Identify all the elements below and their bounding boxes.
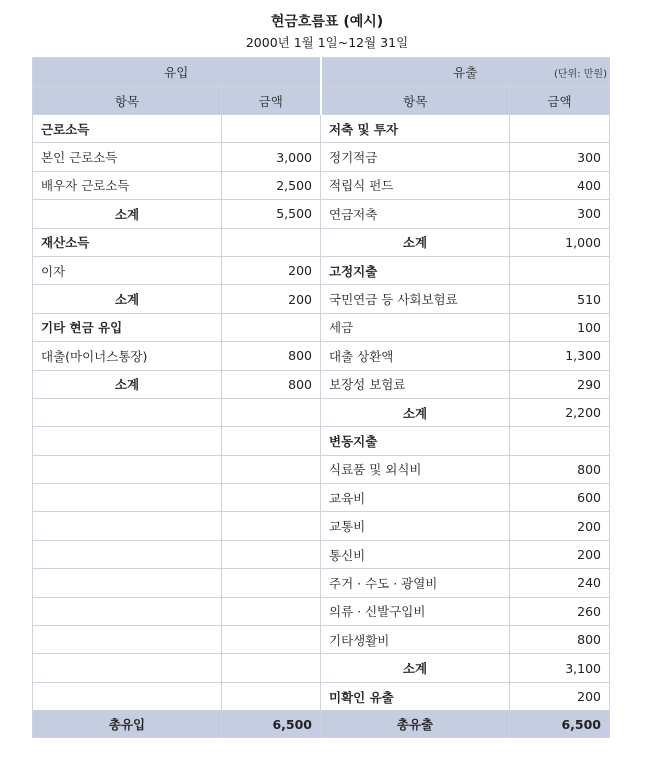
cash-flow-rows — [33, 115, 610, 711]
inflow-amount-cell — [222, 540, 321, 568]
inflow-section-header: 유입 — [33, 58, 321, 87]
inflow-item-cell: 기타 현금 유입 — [33, 313, 222, 341]
table-row — [33, 540, 610, 568]
inflow-item-cell: 배우자 근로소득 — [33, 171, 222, 199]
inflow-item-cell — [33, 626, 222, 654]
outflow-amount-cell: 200 — [510, 512, 610, 540]
outflow-amount-cell: 240 — [510, 569, 610, 597]
inflow-amount-cell: 800 — [222, 342, 321, 370]
inflow-item-column-header: 항목 — [33, 87, 222, 115]
outflow-amount-cell: 510 — [510, 285, 610, 313]
inflow-amount-cell — [222, 626, 321, 654]
outflow-amount-cell: 1,000 — [510, 228, 610, 256]
inflow-item-cell: 본인 근로소득 — [33, 143, 222, 171]
total-row — [33, 711, 610, 738]
outflow-amount-cell: 800 — [510, 626, 610, 654]
outflow-section-header — [321, 58, 610, 87]
total-outflow-label: 총유출 — [321, 711, 510, 738]
outflow-amount-cell: 300 — [510, 143, 610, 171]
outflow-item-cell: 국민연금 등 사회보험료 — [321, 285, 510, 313]
outflow-amount-column-header: 금액 — [510, 87, 610, 115]
outflow-amount-cell: 290 — [510, 370, 610, 398]
outflow-item-cell: 고정지출 — [321, 256, 510, 284]
outflow-amount-cell: 200 — [510, 540, 610, 568]
outflow-item-cell: 보장성 보험료 — [321, 370, 510, 398]
table-row — [33, 342, 610, 370]
outflow-amount-cell: 260 — [510, 597, 610, 625]
outflow-item-cell: 미확인 유출 — [321, 682, 510, 710]
outflow-amount-cell: 3,100 — [510, 654, 610, 682]
inflow-amount-column-header: 금액 — [222, 87, 321, 115]
inflow-item-cell: 대출(마이너스통장) — [33, 342, 222, 370]
document-period: 2000년 1월 1일~12월 31일 — [245, 35, 409, 50]
inflow-amount-cell: 200 — [222, 285, 321, 313]
inflow-amount-cell — [222, 569, 321, 597]
outflow-amount-cell: 600 — [510, 484, 610, 512]
table-row — [33, 398, 610, 426]
outflow-amount-cell: 2,200 — [510, 398, 610, 426]
outflow-item-cell: 주거 · 수도 · 광열비 — [321, 569, 510, 597]
inflow-amount-cell — [222, 427, 321, 455]
outflow-item-cell: 소계 — [321, 398, 510, 426]
table-row — [33, 256, 610, 284]
outflow-amount-cell — [510, 427, 610, 455]
table-row — [33, 285, 610, 313]
inflow-amount-cell — [222, 115, 321, 143]
table-row — [33, 143, 610, 171]
total-inflow-amount: 6,500 — [222, 711, 321, 738]
inflow-item-cell — [33, 654, 222, 682]
inflow-item-cell — [33, 427, 222, 455]
outflow-item-cell: 변동지출 — [321, 427, 510, 455]
inflow-amount-cell — [222, 313, 321, 341]
inflow-amount-cell: 200 — [222, 256, 321, 284]
inflow-amount-cell: 800 — [222, 370, 321, 398]
unit-note: (단위: 만원) — [554, 69, 607, 80]
outflow-item-cell: 세금 — [321, 313, 510, 341]
document-title: 현금흐름표 (예시) — [270, 14, 384, 30]
inflow-item-cell — [33, 484, 222, 512]
outflow-amount-cell: 1,300 — [510, 342, 610, 370]
outflow-item-cell: 통신비 — [321, 540, 510, 568]
table-row — [33, 626, 610, 654]
inflow-item-cell — [33, 597, 222, 625]
outflow-item-cell: 교통비 — [321, 512, 510, 540]
outflow-item-cell: 정기적금 — [321, 143, 510, 171]
outflow-amount-cell — [510, 256, 610, 284]
inflow-amount-cell: 3,000 — [222, 143, 321, 171]
table-row — [33, 512, 610, 540]
inflow-amount-cell — [222, 398, 321, 426]
outflow-amount-cell: 400 — [510, 171, 610, 199]
total-inflow-label: 총유입 — [33, 711, 222, 738]
cash-flow-table — [32, 57, 610, 738]
outflow-amount-cell: 200 — [510, 682, 610, 710]
outflow-item-cell: 대출 상환액 — [321, 342, 510, 370]
total-outflow-amount: 6,500 — [510, 711, 610, 738]
inflow-amount-cell — [222, 682, 321, 710]
outflow-item-cell: 식료품 및 외식비 — [321, 455, 510, 483]
table-row — [33, 171, 610, 199]
inflow-item-cell — [33, 512, 222, 540]
table-row — [33, 228, 610, 256]
inflow-item-cell: 소계 — [33, 285, 222, 313]
table-row — [33, 455, 610, 483]
outflow-item-column-header: 항목 — [321, 87, 510, 115]
inflow-item-cell — [33, 682, 222, 710]
inflow-item-cell — [33, 569, 222, 597]
outflow-amount-cell — [510, 115, 610, 143]
table-row — [33, 484, 610, 512]
outflow-amount-cell: 800 — [510, 455, 610, 483]
outflow-item-cell: 교육비 — [321, 484, 510, 512]
inflow-amount-cell: 5,500 — [222, 200, 321, 228]
table-row — [33, 654, 610, 682]
table-row — [33, 597, 610, 625]
outflow-section-label: 유출 — [453, 65, 478, 80]
inflow-amount-cell — [222, 455, 321, 483]
table-row — [33, 427, 610, 455]
inflow-amount-cell — [222, 228, 321, 256]
inflow-item-cell — [33, 398, 222, 426]
inflow-item-cell: 근로소득 — [33, 115, 222, 143]
inflow-item-cell: 재산소득 — [33, 228, 222, 256]
outflow-item-cell: 적립식 펀드 — [321, 171, 510, 199]
table-row — [33, 370, 610, 398]
inflow-item-cell: 소계 — [33, 200, 222, 228]
outflow-item-cell: 저축 및 투자 — [321, 115, 510, 143]
outflow-item-cell: 의류 · 신발구입비 — [321, 597, 510, 625]
inflow-item-cell — [33, 455, 222, 483]
table-row — [33, 313, 610, 341]
inflow-item-cell: 소계 — [33, 370, 222, 398]
outflow-amount-cell: 100 — [510, 313, 610, 341]
outflow-amount-cell: 300 — [510, 200, 610, 228]
table-row — [33, 682, 610, 710]
inflow-item-cell: 이자 — [33, 256, 222, 284]
inflow-amount-cell — [222, 597, 321, 625]
inflow-amount-cell — [222, 654, 321, 682]
inflow-amount-cell — [222, 512, 321, 540]
inflow-amount-cell: 2,500 — [222, 171, 321, 199]
outflow-item-cell: 소계 — [321, 228, 510, 256]
outflow-item-cell: 기타생활비 — [321, 626, 510, 654]
inflow-amount-cell — [222, 484, 321, 512]
table-row — [33, 200, 610, 228]
outflow-item-cell: 연금저축 — [321, 200, 510, 228]
outflow-item-cell: 소계 — [321, 654, 510, 682]
table-row — [33, 115, 610, 143]
inflow-item-cell — [33, 540, 222, 568]
table-row — [33, 569, 610, 597]
